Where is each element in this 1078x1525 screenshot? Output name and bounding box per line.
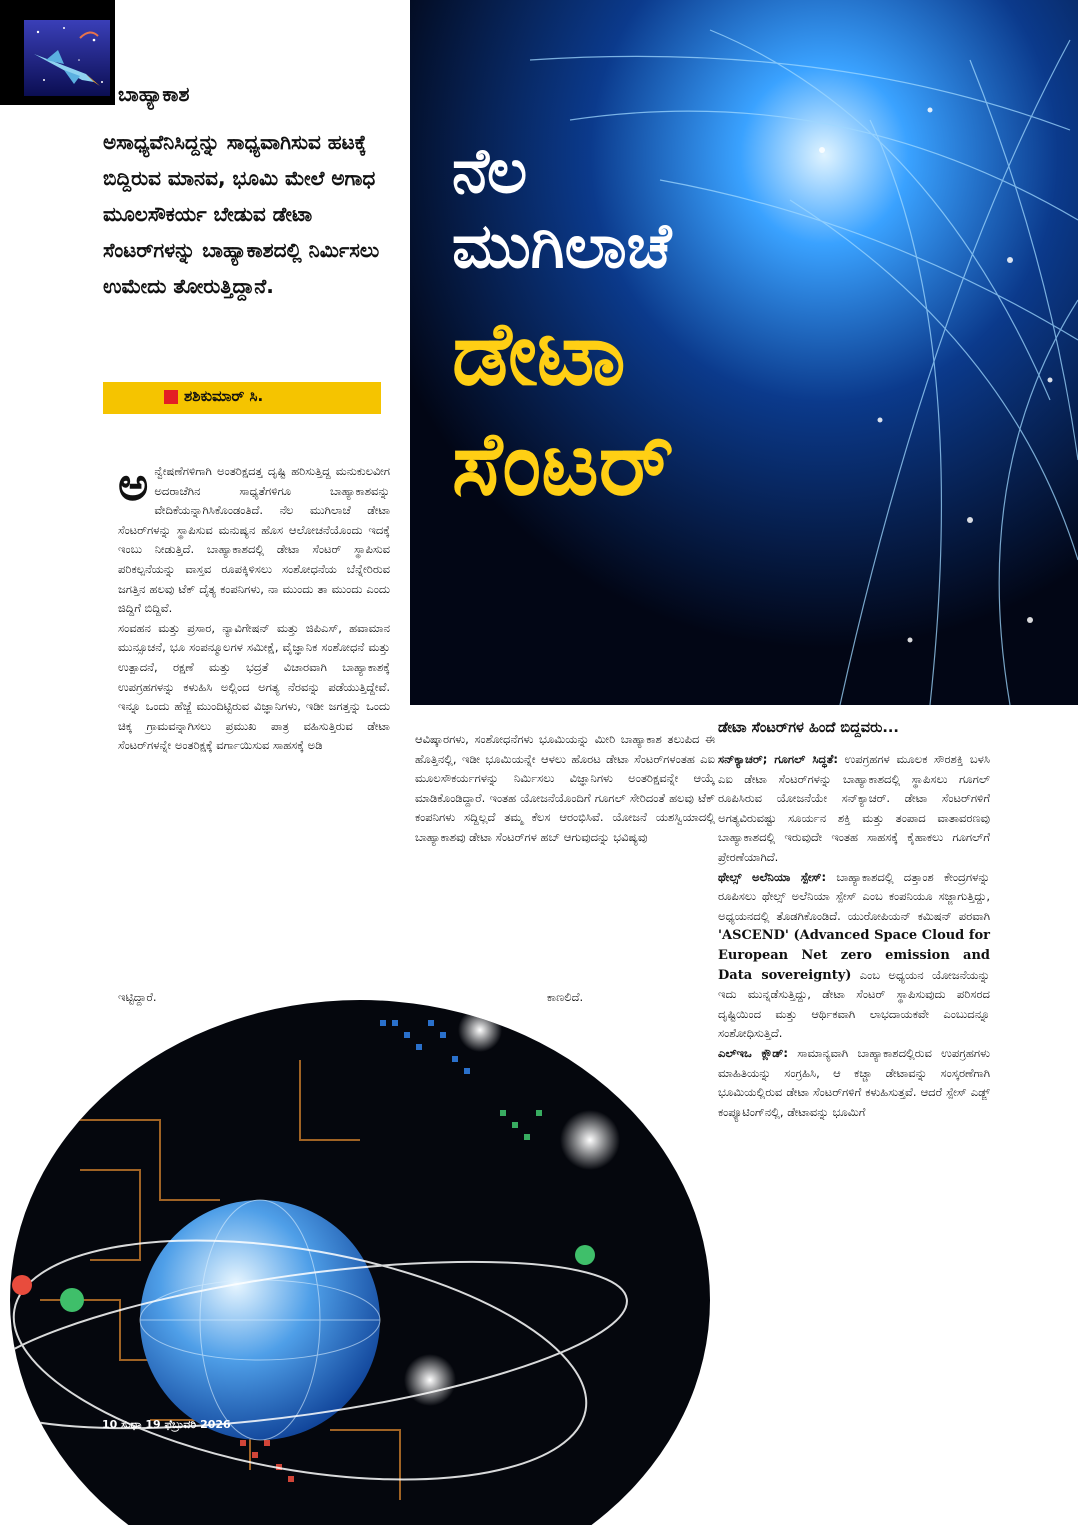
hero-title-line-2: ಮುಗಿಲಾಚೆ (452, 209, 672, 282)
paragraph (718, 1044, 990, 1122)
paragraph: ಆವಿಷ್ಕಾರಗಳು, ಸಂಶೋಧನೆಗಳು ಭೂಮಿಯನ್ನು ಮೀರಿ ಬಾಹ್ಯಾಕಾಶ ತಲುಪಿದ ಈ ಹೊತ್ತಿನಲ್ಲಿ, ಇಡೀ ಭೂಮಿಯನ್ನೇ ಆಳಲು ಹೊರಟ ಡೇಟಾ ಸೆಂಟರ್‌ಗಳಂತಹ ಎಐ ಮೂಲಸೌಕರ್ಯಗಳನ್ನು ನಿರ್ಮಿಸಲು ವಿಜ್ಞಾನಿಗಳು ಅಂತರಿಕ್ಷವನ್ನೇ ಆಯ್ಕೆ ಮಾಡಿಕೊಂಡಿದ್ದಾರೆ. ಇಂತಹ ಯೋಜನೆಯೊಂದಿಗೆ ಗೂಗಲ್ ಸೇರಿದಂತೆ ಹಲವು ಟೆಕ್ ಕಂಪನಿಗಳು ಸದ್ದಿಲ್ಲದೆ ತಮ್ಮ ಕೆಲಸ ಆರಂಭಿಸಿವೆ. ಯೋಜನೆ ಯಶಸ್ವಿಯಾದಲ್ಲಿ ಬಾಹ್ಯಾಕಾಶವು ಡೇಟಾ ಸೆಂಟರ್‌ಗಳ ಹಬ್ ಆಗುವುದನ್ನು ಭವಿಷ್ಯವು (415, 732, 715, 844)
paragraph-lead: ಎಲ್ಇಒ ಕ್ಲೌಡ್: (718, 1045, 788, 1060)
hero-title-line-1: ನೆಲ (452, 134, 528, 207)
issue-info: ಸುಧಾ 19 ಫೆಬ್ರುವರಿ 2026 (121, 1418, 231, 1431)
paragraph (718, 868, 990, 1044)
paragraph (718, 750, 990, 868)
page-number: 10 (102, 1418, 118, 1431)
sidebar-heading: ಡೇಟಾ ಸೆಂಟರ್‌ಗಳ ಹಿಂದೆ ಬಿದ್ದವರು... (718, 720, 899, 736)
paragraph-lead: ಥೇಲ್ಸ್ ಅಲೆನಿಯಾ ಸ್ಪೇಸ್: (718, 869, 827, 884)
intro-text: ಅಸಾಧ್ಯವೆನಿಸಿದ್ದನ್ನು ಸಾಧ್ಯವಾಗಿಸುವ ಹಟಕ್ಕೆ ಬಿದ್ದಿರುವ ಮಾನವ, ಭೂಮಿ ಮೇಲೆ ಅಗಾಧ ಮೂಲಸೌಕರ್ಯ ಬೇಡುವ ಡೇಟಾ ಸೆಂಟರ್‌ಗಳನ್ನು ಬಾಹ್ಯಾಕಾಶದಲ್ಲಿ ನಿರ್ಮಿಸಲು ಉಮೇದು ತೋರುತ್ತಿದ್ದಾನೆ. (103, 130, 380, 298)
paragraph-text: ಉಪಗ್ರಹಗಳ ಮೂಲಕ ಸೌರಶಕ್ತಿ ಬಳಸಿ ಎಐ ಡೇಟಾ ಸೆಂಟರ್‌ಗಳನ್ನು ಬಾಹ್ಯಾಕಾಶದಲ್ಲಿ ಸ್ಥಾಪಿಸಲು ಗೂಗಲ್ ರೂಪಿಸಿರುವ ಯೋಜನೆಯೇ ಸನ್‌ಕ್ಯಾಚರ್. ಡೇಟಾ ಸೆಂಟರ್‌ಗಳಿಗೆ ಅಗತ್ಯವಿರುವಷ್ಟು ಸೂರ್ಯನ ಶಕ್ತಿ ಮತ್ತು ತಂಪಾದ ವಾತಾವರಣವು ಬಾಹ್ಯಾಕಾಶದಲ್ಲಿ ಇರುವುದೇ ಇಂತಹ ಸಾಹಸಕ್ಕೆ ಕೈಹಾಕಲು ಗೂಗಲ್‌ಗೆ ಪ್ರೇರಣೆಯಾಗಿದೆ. (718, 752, 991, 864)
hero-title-line-4: ಸೆಂಟರ್ (452, 412, 674, 515)
paragraph-text: ಸಾಮಾನ್ಯವಾಗಿ ಬಾಹ್ಯಾಕಾಶದಲ್ಲಿರುವ ಉಪಗ್ರಹಗಳು ಮಾಹಿತಿಯನ್ನು ಸಂಗ್ರಹಿಸಿ, ಆ ಕಚ್ಚಾ ಡೇಟಾವನ್ನು ಸಂಸ್ಕರಣೆಗಾಗಿ ಭೂಮಿಯಲ್ಲಿರುವ ಡೇಟಾ ಸೆಂಟರ್‌ಗಳಿಗೆ ಕಳುಹಿಸುತ್ತವೆ. ಆದರೆ ಸ್ಪೇಸ್ ಎಡ್ಜ್ ಕಂಪ್ಯೂಟಿಂಗ್‌ನಲ್ಲಿ, ಡೇಟಾವನ್ನು ಭೂಮಿಗೆ (718, 1045, 990, 1119)
article-column-1 (118, 457, 390, 756)
paragraph-continuation: ಇಟ್ಟಿದ್ದಾರೆ. (118, 990, 157, 1004)
byline: ಶಶಿಕುಮಾರ್ ಸಿ. (184, 387, 264, 405)
section-label: ಬಾಹ್ಯಾಕಾಶ (118, 82, 190, 106)
article-column-2 (415, 730, 715, 848)
article-column-3 (718, 750, 990, 1122)
rocket-icon (24, 20, 110, 96)
paragraph-text: ಎಂಬ ಅಧ್ಯಯನ ಯೋಜನೆಯನ್ನು ಇದು ಮುನ್ನಡೆಸುತ್ತಿದ್ದು, ಡೇಟಾ ಸೆಂಟರ್ ಸ್ಥಾಪಿಸುವುದು ಪರಿಸರದ ದೃಷ್ಟಿಯಿಂದ ಮತ್ತು ಆರ್ಥಿಕವಾಗಿ ಲಾಭದಾಯಕವೇ ಎಂಬುದನ್ನೂ ಸಂಶೋಧಿಸುತ್ತಿದೆ. (718, 967, 991, 1041)
paragraph: ನ್ವೇಷಣೆಗಳಿಗಾಗಿ ಅಂತರಿಕ್ಷದತ್ತ ದೃಷ್ಟಿ ಹರಿಸುತ್ತಿದ್ದ ಮನುಕುಲವೀಗ ಅದರಾಚೆಗಿನ ಸಾಧ್ಯತೆಗಳಿಗೂ ಬಾಹ್ಯಾಕಾಶವನ್ನು ವೇದಿಕೆಯನ್ನಾಗಿಸಿಕೊಂಡಂತಿದೆ. ನೆಲ ಮುಗಿಲಾಚೆ ಡೇಟಾ ಸೆಂಟರ್‌ಗಳನ್ನು ಸ್ಥಾಪಿಸುವ ಮನುಷ್ಯನ ಹೊಸ ಆಲೋಚನೆಯೊಂದು ಇದಕ್ಕೆ ಇಂಬು ನೀಡುತ್ತಿದೆ. ಬಾಹ್ಯಾಕಾಶದಲ್ಲಿ ಡೇಟಾ ಸೆಂಟರ್ ಸ್ಥಾಪಿಸುವ ಪರಿಕಲ್ಪನೆಯನ್ನು ವಾಸ್ತವ ರೂಪಕ್ಕಿಳಿಸಲು ಸಂಶೋಧನೆಯ ಬೆನ್ನೇರಿರುವ ಜಗತ್ತಿನ ಹಲವು ಟೆಕ್ ದೈತ್ಯ ಕಂಪನಿಗಳು, ನಾ ಮುಂದು ತಾ ಮುಂದು ಎಂದು ಜಿದ್ದಿಗೆ ಬಿದ್ದಿವೆ. (118, 464, 390, 616)
paragraph: ಸಂವಹನ ಮತ್ತು ಪ್ರಸಾರ, ನ್ಯಾವಿಗೇಷನ್ ಮತ್ತು ಜಿಪಿಎಸ್, ಹವಾಮಾನ ಮುನ್ಸೂಚನೆ, ಭೂ ಸಂಪನ್ಮೂಲಗಳ ಸಮೀಕ್ಷೆ, ವೈಜ್ಞಾನಿಕ ಸಂಶೋಧನೆ ಮತ್ತು ಉತ್ಪಾದನೆ, ರಕ್ಷಣೆ ಮತ್ತು ಭದ್ರತೆ ವಿಚಾರವಾಗಿ ಬಾಹ್ಯಾಕಾಶಕ್ಕೆ ಉಪಗ್ರಹಗಳನ್ನು ಕಳುಹಿಸಿ ಅಲ್ಲಿಂದ ಅಗತ್ಯ ನೆರವನ್ನು ಪಡೆಯುತ್ತಿದ್ದೇವೆ. ಇನ್ನೂ ಒಂದು ಹೆಜ್ಜೆ ಮುಂದಿಟ್ಟಿರುವ ವಿಜ್ಞಾನಿಗಳು, ಇಡೀ ಜಗತ್ತನ್ನು ಒಂದು ಚಿಕ್ಕ ಗ್ರಾಮವನ್ನಾಗಿಸಲು ಪ್ರಮುಖ ಪಾತ್ರ ವಹಿಸುತ್ತಿರುವ ಡೇಟಾ ಸೆಂಟರ್‌ಗಳನ್ನೇ ಅಂತರಿಕ್ಷಕ್ಕೆ ವರ್ಗಾಯಿಸುವ ಸಾಹಸಕ್ಕೆ ಅಡಿ (118, 620, 390, 753)
paragraph-lead: ಸನ್‌ಕ್ಯಾಚರ್; ಗೂಗಲ್ ಸಿದ್ಧತೆ: (718, 752, 838, 766)
paragraph-text: ಬಾಹ್ಯಾಕಾಶದಲ್ಲಿ ದತ್ತಾಂಶ ಕೇಂದ್ರಗಳನ್ನು ರೂಪಿಸಲು ಥೇಲ್ಸ್ ಅಲೆನಿಯಾ ಸ್ಪೇಸ್ ಎಂಬ ಕಂಪನಿಯೂ ಸಜ್ಜಾಗುತ್ತಿದ್ದು, ಅಧ್ಯಯನದಲ್ಲಿ ತೊಡಗಿಕೊಂಡಿದೆ. ಯುರೋಪಿಯನ್ ಕಮಿಷನ್ ಪರವಾಗಿ (718, 869, 990, 923)
globe-illustration (0, 1000, 712, 1525)
paragraph-continuation: ಕಾಣಲಿದೆ. (546, 990, 584, 1004)
page-footer (102, 1418, 231, 1432)
drop-cap: ಅ (118, 457, 149, 511)
byline-marker (164, 390, 178, 404)
english-project-name: 'ASCEND' (Advanced Space Cloud for European Net zero emission and Data sovereignty) (718, 928, 990, 983)
hero-title-line-3: ಡೇಟಾ (452, 302, 626, 405)
